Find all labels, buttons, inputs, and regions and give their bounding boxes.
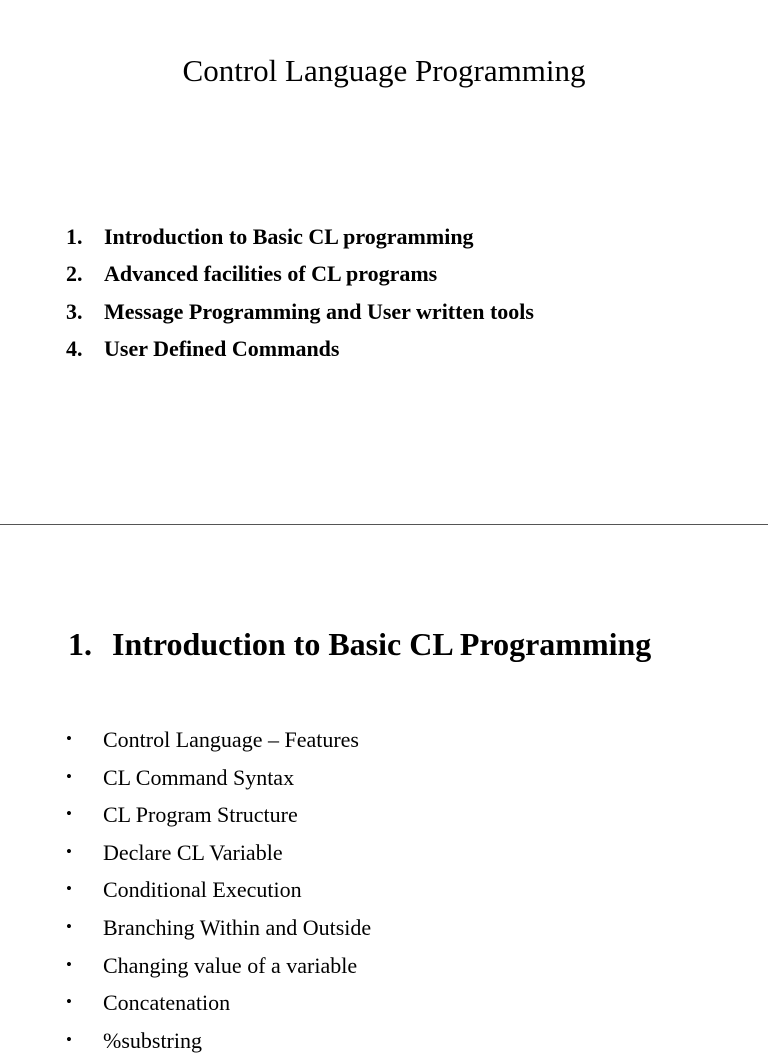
section-title: Introduction to Basic CL Programming: [112, 626, 652, 662]
topic-label: Advanced facilities of CL programs: [104, 261, 438, 287]
bullet-item: [66, 721, 371, 759]
bullet-text: Declare CL Variable: [103, 839, 283, 865]
bullet-item: [66, 1022, 371, 1059]
bullet-text: Concatenation: [103, 990, 231, 1016]
bullet-icon: •: [66, 879, 72, 899]
bullet-icon: •: [66, 916, 72, 936]
topic-label: Introduction to Basic CL programming: [104, 224, 474, 249]
topic-number: 2.: [66, 261, 83, 287]
bullet-text: CL Command Syntax: [103, 764, 295, 790]
bullet-item: [66, 909, 371, 947]
bullet-text: Conditional Execution: [103, 877, 302, 903]
slide-2: [0, 525, 768, 1053]
bullet-list: [66, 721, 371, 1059]
bullet-item: [66, 947, 371, 985]
slide-1: [0, 0, 768, 524]
bullet-item: [66, 759, 371, 797]
bullet-text: CL Program Structure: [103, 802, 298, 828]
bullet-text: Changing value of a variable: [103, 952, 358, 978]
bullet-icon: •: [66, 1029, 72, 1049]
topic-item-2: [66, 255, 534, 292]
topic-list: [66, 218, 534, 367]
bullet-icon: •: [66, 729, 72, 748]
bullet-text: %substring: [103, 1027, 202, 1053]
bullet-text: Control Language – Features: [103, 727, 359, 752]
bullet-icon: •: [66, 766, 72, 786]
topic-number: 1.: [66, 224, 83, 249]
slide-title: Control Language Programming: [182, 53, 586, 88]
bullet-item: [66, 871, 371, 909]
bullet-icon: •: [66, 804, 72, 824]
bullet-icon: •: [66, 841, 72, 861]
bullet-icon: •: [66, 992, 72, 1012]
bullet-text: Branching Within and Outside: [103, 914, 372, 940]
topic-number: 4.: [66, 335, 83, 361]
bullet-item: [66, 834, 371, 872]
topic-label: Message Programming and User written tools: [104, 298, 534, 324]
topic-number: 3.: [66, 298, 83, 324]
topic-item-3: [66, 293, 534, 330]
bullet-item: [66, 796, 371, 834]
topic-item-1: [66, 218, 534, 255]
bullet-item: [66, 984, 371, 1022]
section-number: 1.: [68, 626, 92, 662]
bullet-icon: •: [66, 954, 72, 974]
topic-label: User Defined Commands: [104, 335, 340, 361]
topic-item-4: [66, 330, 534, 367]
section-heading: [68, 623, 651, 665]
